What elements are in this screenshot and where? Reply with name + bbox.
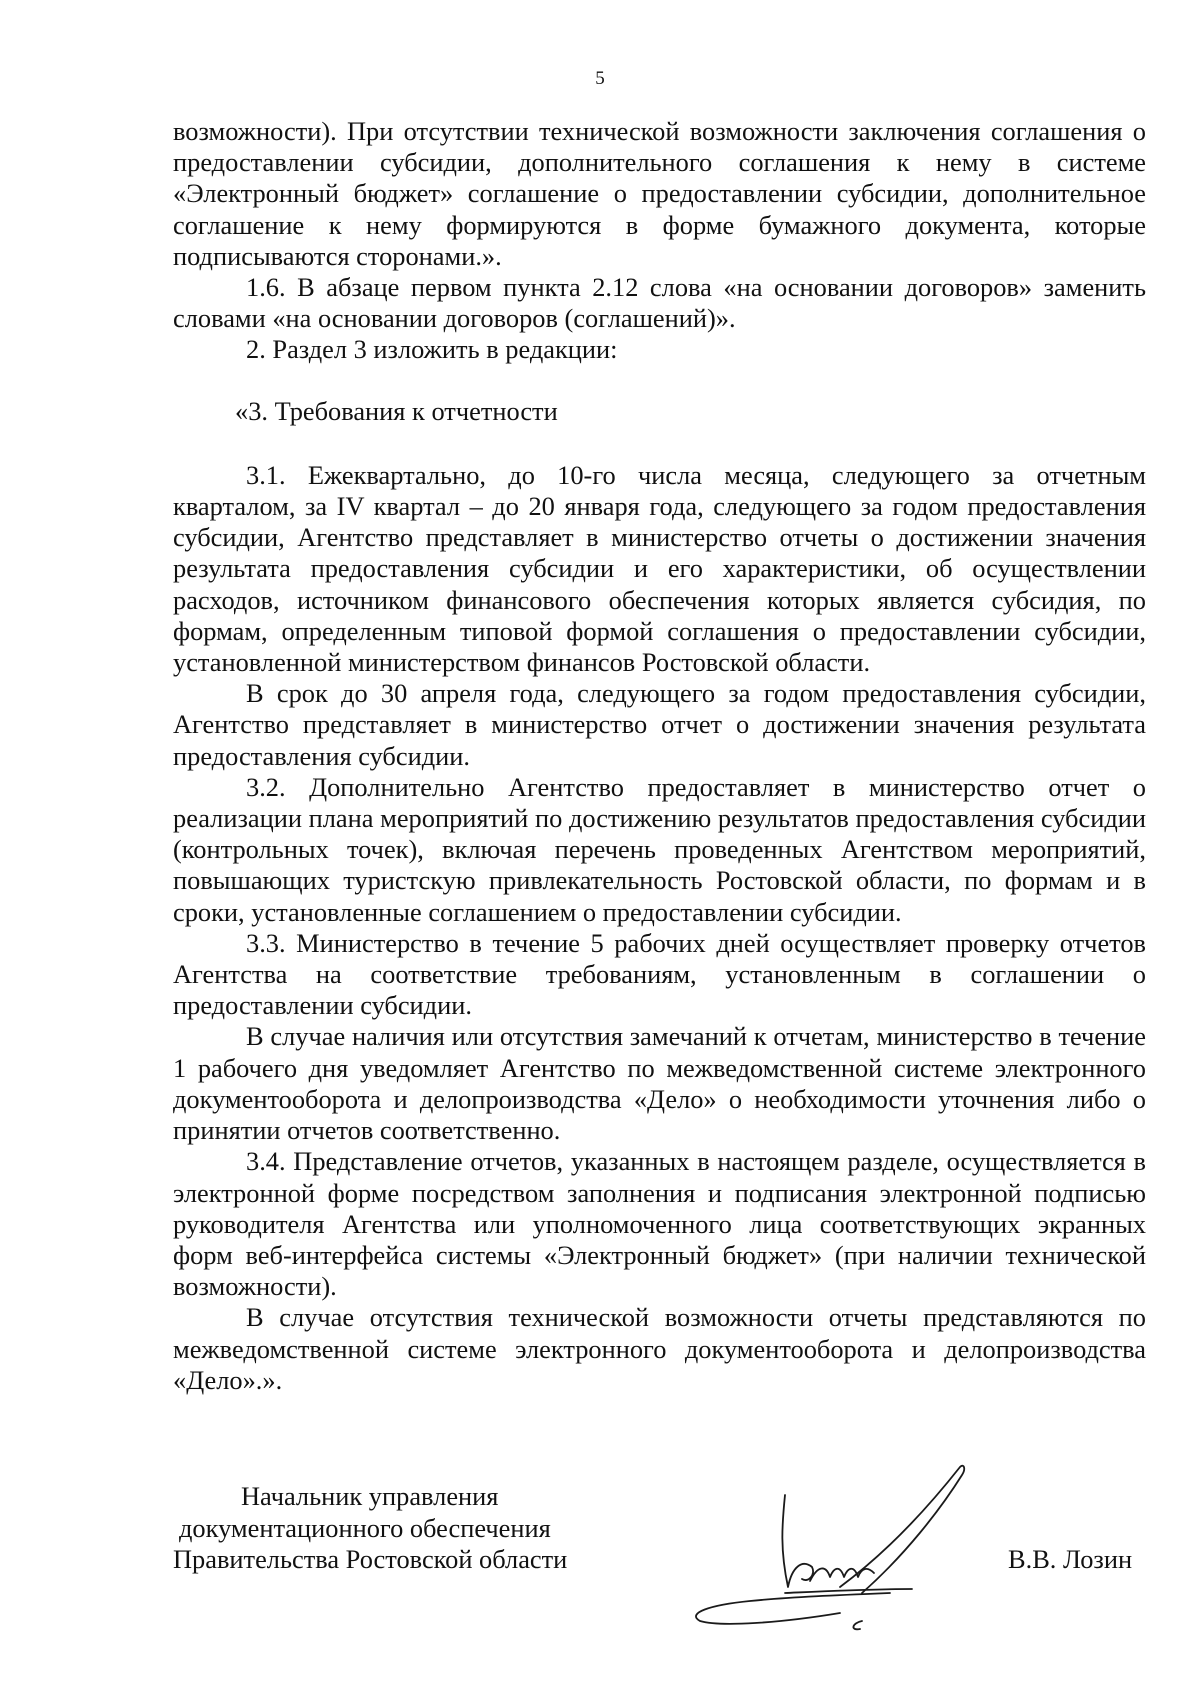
position-line: документационного обеспечения bbox=[179, 1512, 551, 1543]
paragraph-3-3-remarks: В случае наличия или отсутствия замечаний к отчетам, министерство в течение 1 рабочего дня уведомляет Агентство по межведомственной системе электронного документооборота и делопроизводства «Дело» о необходимости уточнения либо о принятии отчетов соответственно. bbox=[173, 1021, 1146, 1146]
paragraph-3-2: 3.2. Дополнительно Агентство предоставляет в министерство отчет о реализации плана мероприятий по достижению результатов предоставления субсидии (контрольных точек), включая перечень проведенных Агентством мероприятий, повышающих туристскую привлекательность Ростовской области, по формам и в сроки, установленные соглашением о предоставлении субсидии. bbox=[173, 771, 1146, 927]
paragraph-continuation: возможности). При отсутствии технической возможности заключения соглашения о предоставлении субсидии, дополнительного соглашения к нему в системе «Электронный бюджет» соглашение о предоставлении субсидии, дополнительное соглашение к нему формируются в форме бумажного документа, которые подписываются сторонами.». bbox=[173, 116, 1146, 271]
page-number: 5 bbox=[595, 68, 605, 89]
paragraph-3-4: 3.4. Представление отчетов, указанных в настоящем разделе, осуществляется в электронной форме посредством заполнения и подписания электронной подписью руководителя Агентства или уполномоченного лица соответствующих экранных форм веб-интерфейса системы «Электронный бюджет» (при наличии технической возможности). bbox=[173, 1146, 1146, 1302]
paragraph-3-1: 3.1. Ежеквартально, до 10-го числа месяца, следующего за отчетным кварталом, за IV квартал – до 20 января года, следующего за годом предоставления субсидии, Агентство представляет в министерство отчеты о достижении значения результата предоставления субсидии и его характеристики, об осуществлении расходов, источником финансового обеспечения которых является субсидия, по формам, определенным типовой формой соглашения о предоставлении субсидии, установленной министерством финансов Ростовской области. bbox=[173, 459, 1146, 678]
paragraph-3-3: 3.3. Министерство в течение 5 рабочих дней осуществляет проверку отчетов Агентства на соответствие требованиям, установленным в соглашении о предоставлении субсидии. bbox=[173, 927, 1146, 1021]
section-heading: «3. Требования к отчетности bbox=[235, 395, 558, 426]
paragraph-3-1-deadline: В срок до 30 апреля года, следующего за годом предоставления субсидии, Агентство представляет в министерство отчет о достижении значения результата предоставления субсидии. bbox=[173, 678, 1146, 771]
signatory-position bbox=[173, 1481, 567, 1576]
signer-name: В.В. Лозин bbox=[1008, 1544, 1133, 1574]
handwritten-signature bbox=[690, 1455, 1020, 1645]
paragraph-2: 2. Раздел 3 изложить в редакции: bbox=[246, 334, 618, 365]
position-line: Правительства Ростовской области bbox=[173, 1544, 568, 1574]
position-line: Начальник управления bbox=[241, 1481, 499, 1511]
paragraph-1-6: 1.6. В абзаце первом пункта 2.12 слова «на основании договоров» заменить словами «на основании договоров (соглашений)». bbox=[173, 272, 1146, 334]
document-body bbox=[173, 116, 1146, 1396]
paragraph-3-4-fallback: В случае отсутствия технической возможности отчеты представляются по межведомственной системе электронного документооборота и делопроизводства «Дело».». bbox=[173, 1302, 1146, 1395]
